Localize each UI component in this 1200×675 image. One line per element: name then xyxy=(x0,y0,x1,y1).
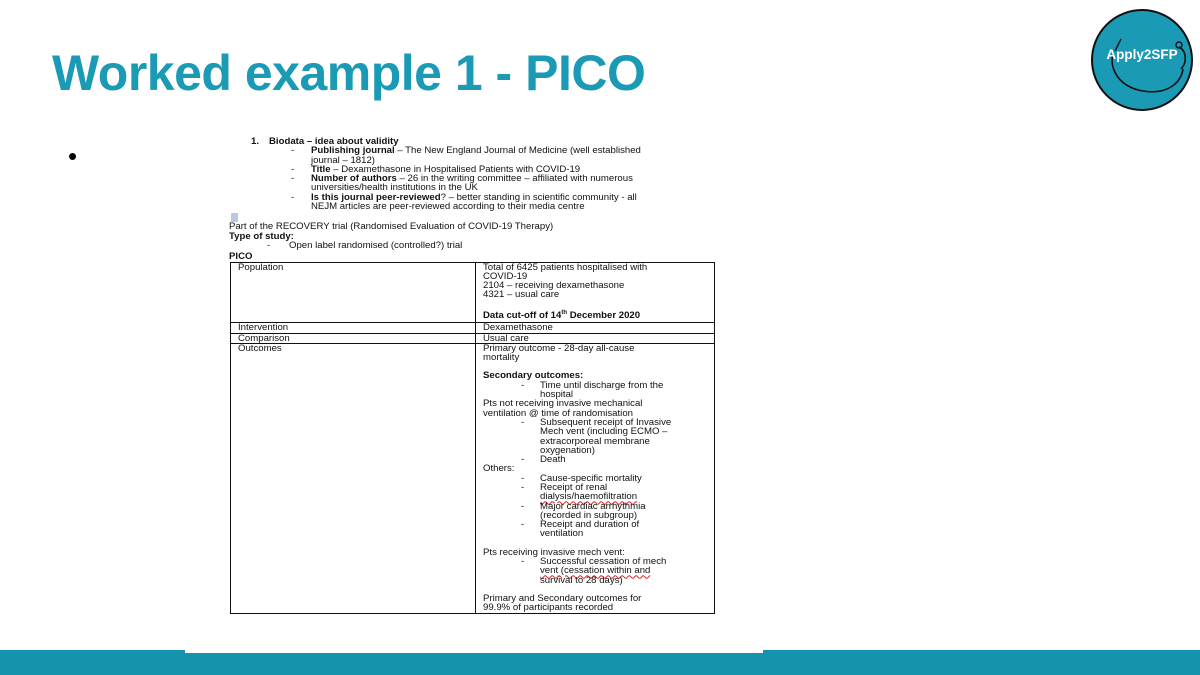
document-screenshot xyxy=(229,137,729,614)
population-value: Total of 6425 patients hospitalised with COVID-19 2104 – receiving dexamethasone 4321 – usual care Data cut-off of 14th December 2020 xyxy=(476,262,715,323)
table-row-population xyxy=(231,262,715,323)
data-cutoff: Data cut-off of 14th December 2020 xyxy=(483,309,641,321)
footer-bar xyxy=(0,650,1200,675)
biodata-item-journal: - Publishing journal – The New England Journal of Medicine (well established journal – 1812) xyxy=(291,145,641,166)
logo-text: Apply2SFP xyxy=(1106,47,1178,62)
comparison-label: Comparison xyxy=(231,333,476,343)
biodata-section xyxy=(229,137,729,211)
pico-table xyxy=(230,262,715,614)
outcomes-value: Primary outcome - 28-day all-cause mortality Secondary outcomes: - Time until discharge from the hospital Pts not receiving invasive mechanical ventilation @ time of randomisation - Subsequent receipt of Invasive Mech vent (including ECMO – extracorporeal membrane oxygenation) - Death Others: - Cause-specific mortality - Receipt of renal dialysis/haemofiltration - Major cardiac arrhythmia (recorded in subgroup) - Receipt and duration of ventilation Pts receiving invasive mech vent: - Successful cessation of mech vent (cessation within and survival to 28 days) Primary and Secondary outcomes for 99.9% of participants recorded xyxy=(476,343,715,613)
apply2sfp-logo xyxy=(1091,9,1193,111)
footer-highlight xyxy=(185,650,763,653)
stethoscope-icon xyxy=(1093,11,1195,113)
intervention-label: Intervention xyxy=(231,323,476,333)
biodata-item-title: - Title – Dexamethasone in Hospitalised Patients with COVID-19 xyxy=(291,163,581,175)
table-row-comparison xyxy=(231,333,715,343)
population-label: Population xyxy=(231,262,476,323)
recovery-trial-line: Part of the RECOVERY trial (Randomised Evaluation of COVID-19 Therapy) xyxy=(229,221,554,233)
table-row-outcomes xyxy=(231,343,715,613)
pico-heading: PICO xyxy=(229,251,253,263)
biodata-item-authors: - Number of authors – 26 in the writing committee – affiliated with numerous universities/health institutions in the UK xyxy=(291,173,633,194)
slide-title: Worked example 1 - PICO xyxy=(52,45,646,101)
biodata-heading: 1. Biodata – idea about validity xyxy=(251,136,399,147)
table-row-intervention xyxy=(231,323,715,333)
biodata-item-peer-review: - Is this journal peer-reviewed? – better standing in scientific community - all NEJM articles are peer-reviewed according to their media centre xyxy=(291,191,637,213)
study-type-value: - Open label randomised (controlled?) trial xyxy=(267,239,463,251)
comparison-value: Usual care xyxy=(476,333,715,343)
outcomes-label: Outcomes xyxy=(231,343,476,613)
intervention-value: Dexamethasone xyxy=(476,323,715,333)
bullet-point: • xyxy=(68,141,78,171)
study-type-label: Type of study: xyxy=(229,230,294,242)
